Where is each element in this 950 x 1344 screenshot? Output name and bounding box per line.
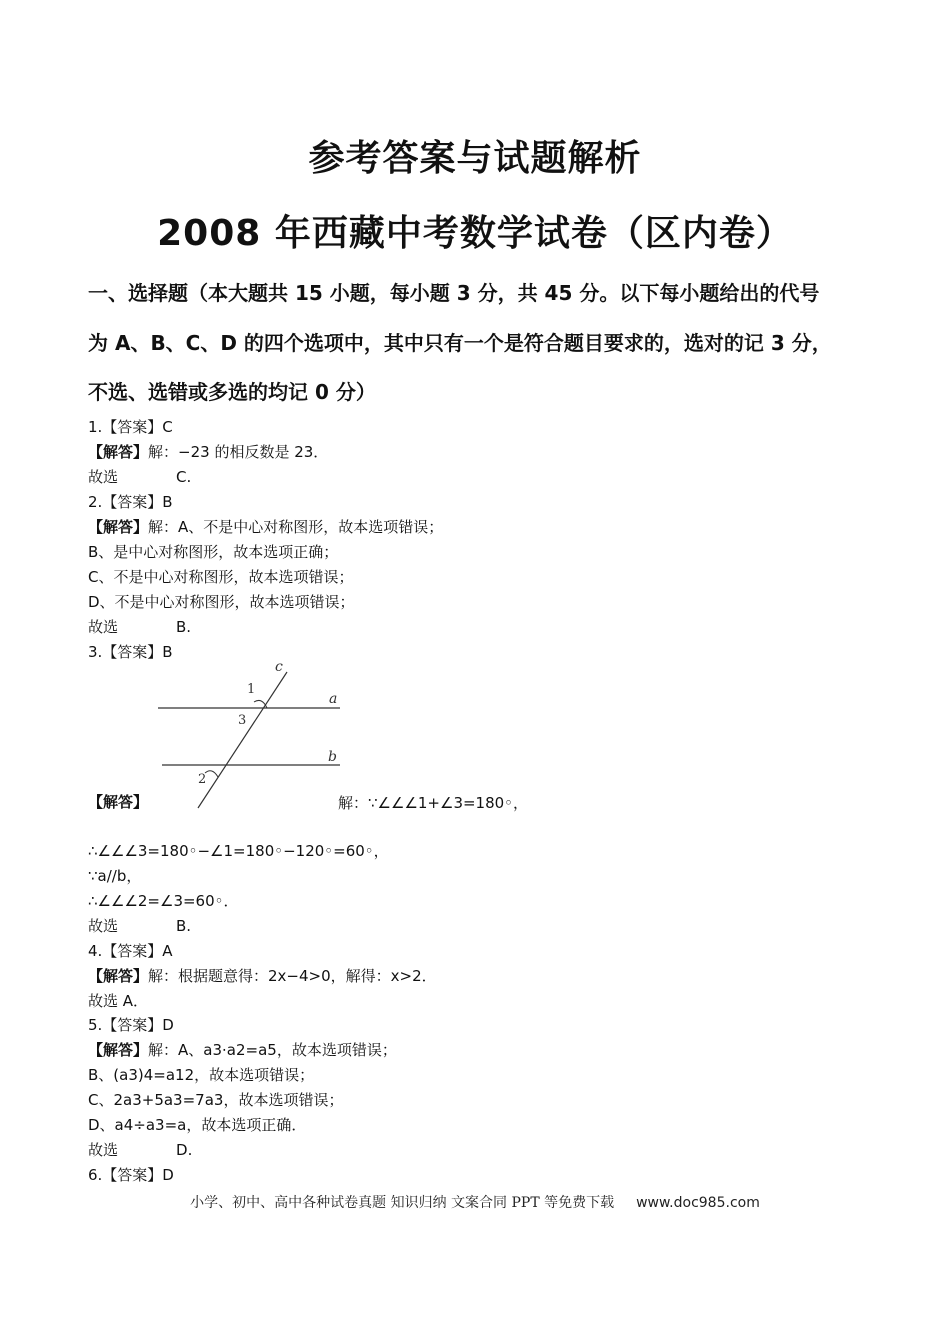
- solution-text: 解：根据题意得：2x−4>0，解得：x>2．: [148, 967, 437, 985]
- label-2: 2: [198, 772, 207, 787]
- q3-step-1: ∴∠∠∠3=180◦−∠1=180◦−120◦=60◦，: [88, 842, 389, 860]
- exam-title: 2008 年西藏中考数学试卷（区内卷）: [157, 213, 793, 254]
- parallel-lines-figure: [150, 655, 350, 815]
- q1-solution: [88, 442, 328, 462]
- label-3: 3: [238, 713, 247, 728]
- q2-conclusion: [88, 617, 191, 637]
- q3-solution-label: 【解答】: [88, 793, 149, 811]
- conclusion-prefix: 故选: [88, 468, 119, 486]
- label-c: c: [275, 659, 283, 675]
- q2-option-b: B、是中心对称图形，故本选项正确；: [88, 543, 339, 561]
- conclusion-choice: B.: [176, 917, 192, 935]
- conclusion-choice: B.: [176, 618, 192, 636]
- q5-solution: [88, 1040, 397, 1060]
- q4-conclusion: 故选 A．: [88, 992, 149, 1010]
- q2-answer: 2.【答案】B: [88, 493, 173, 511]
- angle-1-arc: [254, 700, 267, 708]
- q1-conclusion: [88, 467, 191, 487]
- q2-option-d: D、不是中心对称图形，故本选项错误；: [88, 593, 355, 611]
- q5-option-d: D、a4÷a3=a，故本选项正确．: [88, 1116, 307, 1134]
- conclusion-prefix: 故选: [88, 618, 119, 636]
- solution-label: 【解答】: [88, 1041, 149, 1059]
- q5-conclusion: [88, 1140, 192, 1160]
- q3-step-2: ∵a//b，: [88, 867, 142, 885]
- page-footer: [0, 1192, 950, 1212]
- q2-solution: [88, 517, 443, 537]
- page-title: 参考答案与试题解析: [308, 138, 642, 179]
- q3-solution-text: 解：∵∠∠∠1+∠3=180◦，: [338, 794, 529, 812]
- q3-answer: 3.【答案】B: [88, 643, 173, 661]
- conclusion-choice: D.: [176, 1141, 193, 1159]
- footer-text: 小学、初中、高中各种试卷真题 知识归纳 文案合同 PPT 等免费下载: [190, 1195, 615, 1211]
- solution-text: 解：A、a3⋅a2=a5，故本选项错误；: [148, 1041, 397, 1059]
- solution-text: 解：A、不是中心对称图形，故本选项错误；: [148, 518, 444, 536]
- conclusion-choice: C.: [176, 468, 192, 486]
- angle-2-arc: [205, 771, 218, 777]
- q1-answer: 1.【答案】C: [88, 418, 173, 436]
- q3-step-3: ∴∠∠∠2=∠3=60◦．: [88, 892, 239, 910]
- solution-label: 【解答】: [88, 967, 149, 985]
- section-heading-line-3: 不选、选错或多选的均记 0 分）: [88, 380, 376, 404]
- q4-answer: 4.【答案】A: [88, 942, 173, 960]
- q3-conclusion: [88, 916, 191, 936]
- section-heading-line-2: 为 A、B、C、D 的四个选项中，其中只有一个是符合题目要求的，选对的记 3 分，: [88, 331, 832, 355]
- label-a: a: [329, 691, 338, 707]
- footer-url[interactable]: www.doc985.com: [636, 1195, 760, 1211]
- conclusion-prefix: 故选: [88, 917, 119, 935]
- q6-answer: 6.【答案】D: [88, 1166, 174, 1184]
- q2-option-c: C、不是中心对称图形，故本选项错误；: [88, 568, 354, 586]
- solution-label: 【解答】: [88, 518, 149, 536]
- solution-text: 解：−23 的相反数是 23．: [148, 443, 329, 461]
- q5-option-c: C、2a3+5a3=7a3，故本选项错误；: [88, 1091, 344, 1109]
- label-1: 1: [247, 682, 256, 697]
- q5-option-b: B、(a3)4=a12，故本选项错误；: [88, 1066, 315, 1084]
- line-c: [198, 672, 287, 808]
- section-heading-line-1: 一、选择题（本大题共 15 小题，每小题 3 分，共 45 分。以下每小题给出的代号: [88, 281, 820, 305]
- solution-label: 【解答】: [88, 443, 149, 461]
- q5-answer: 5.【答案】D: [88, 1016, 174, 1034]
- q4-solution: [88, 966, 437, 986]
- label-b: b: [328, 749, 337, 765]
- conclusion-prefix: 故选: [88, 1141, 119, 1159]
